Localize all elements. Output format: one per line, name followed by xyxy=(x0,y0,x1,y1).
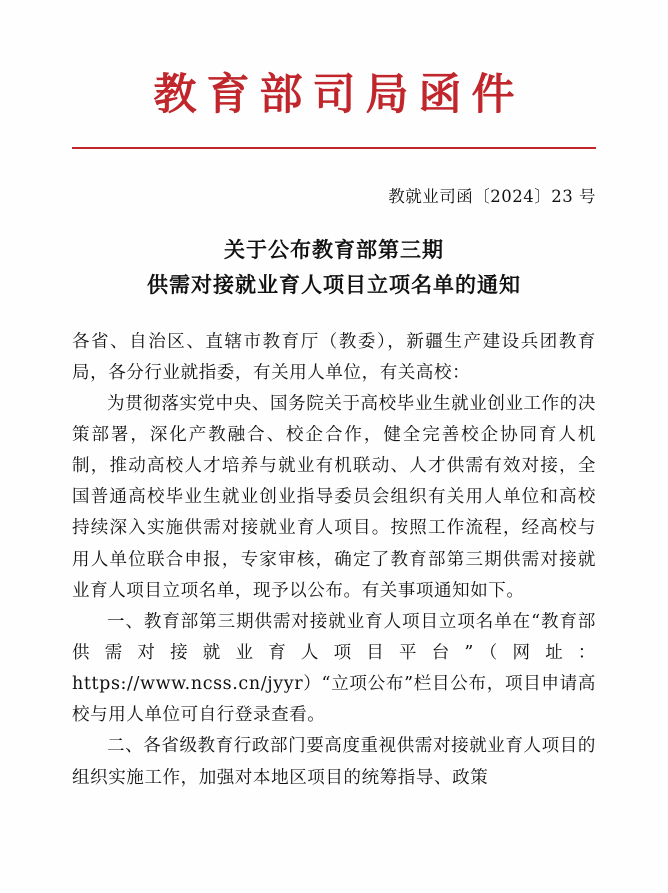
paragraph-background: 为贯彻落实党中央、国务院关于高校毕业生就业创业工作的决策部署，深化产教融合、校企合作，健全完善校企协同育人机制，推动高校人才培养与就业有机联动、人才供需有效对接，全国普通高校毕业生就业创业指导委员会组织有关用人单位和高校持续深入实施供需对接就业育人项目。按照工作流程，经高校与用人单位联合申报，专家审核，确定了教育部第三期供需对接就业育人项目立项名单，现予以公布。有关事项通知如下。 xyxy=(72,393,596,601)
document-title-line-1: 关于公布教育部第三期 xyxy=(224,237,444,263)
letterhead-divider xyxy=(72,147,596,149)
document-title xyxy=(72,233,596,302)
paragraph-addressee: 各省、自治区、直辖市教育厅（教委），新疆生产建设兵团教育局，各分行业就指委，有关用人单位，有关高校： xyxy=(72,331,596,383)
document-title-line-2: 供需对接就业育人项目立项名单的通知 xyxy=(147,271,521,297)
document-number: 教就业司函〔2024〕23 号 xyxy=(388,187,596,207)
letterhead-title: 教育部司局函件 xyxy=(153,70,525,120)
letterhead xyxy=(72,0,596,149)
paragraph-item-one: 一、教育部第三期供需对接就业育人项目立项名单在“教育部供需对接就业育人项目平台”（网址：https://www.ncss.cn/jyyr）“立项公布”栏目公布，项目申请高校与用人单位可自行登录查看。 xyxy=(72,611,596,726)
paragraph-item-two: 二、各省级教育行政部门要高度重视供需对接就业育人项目的组织实施工作，加强对本地区项目的统筹指导、政策 xyxy=(72,736,596,788)
document-body xyxy=(72,327,596,794)
